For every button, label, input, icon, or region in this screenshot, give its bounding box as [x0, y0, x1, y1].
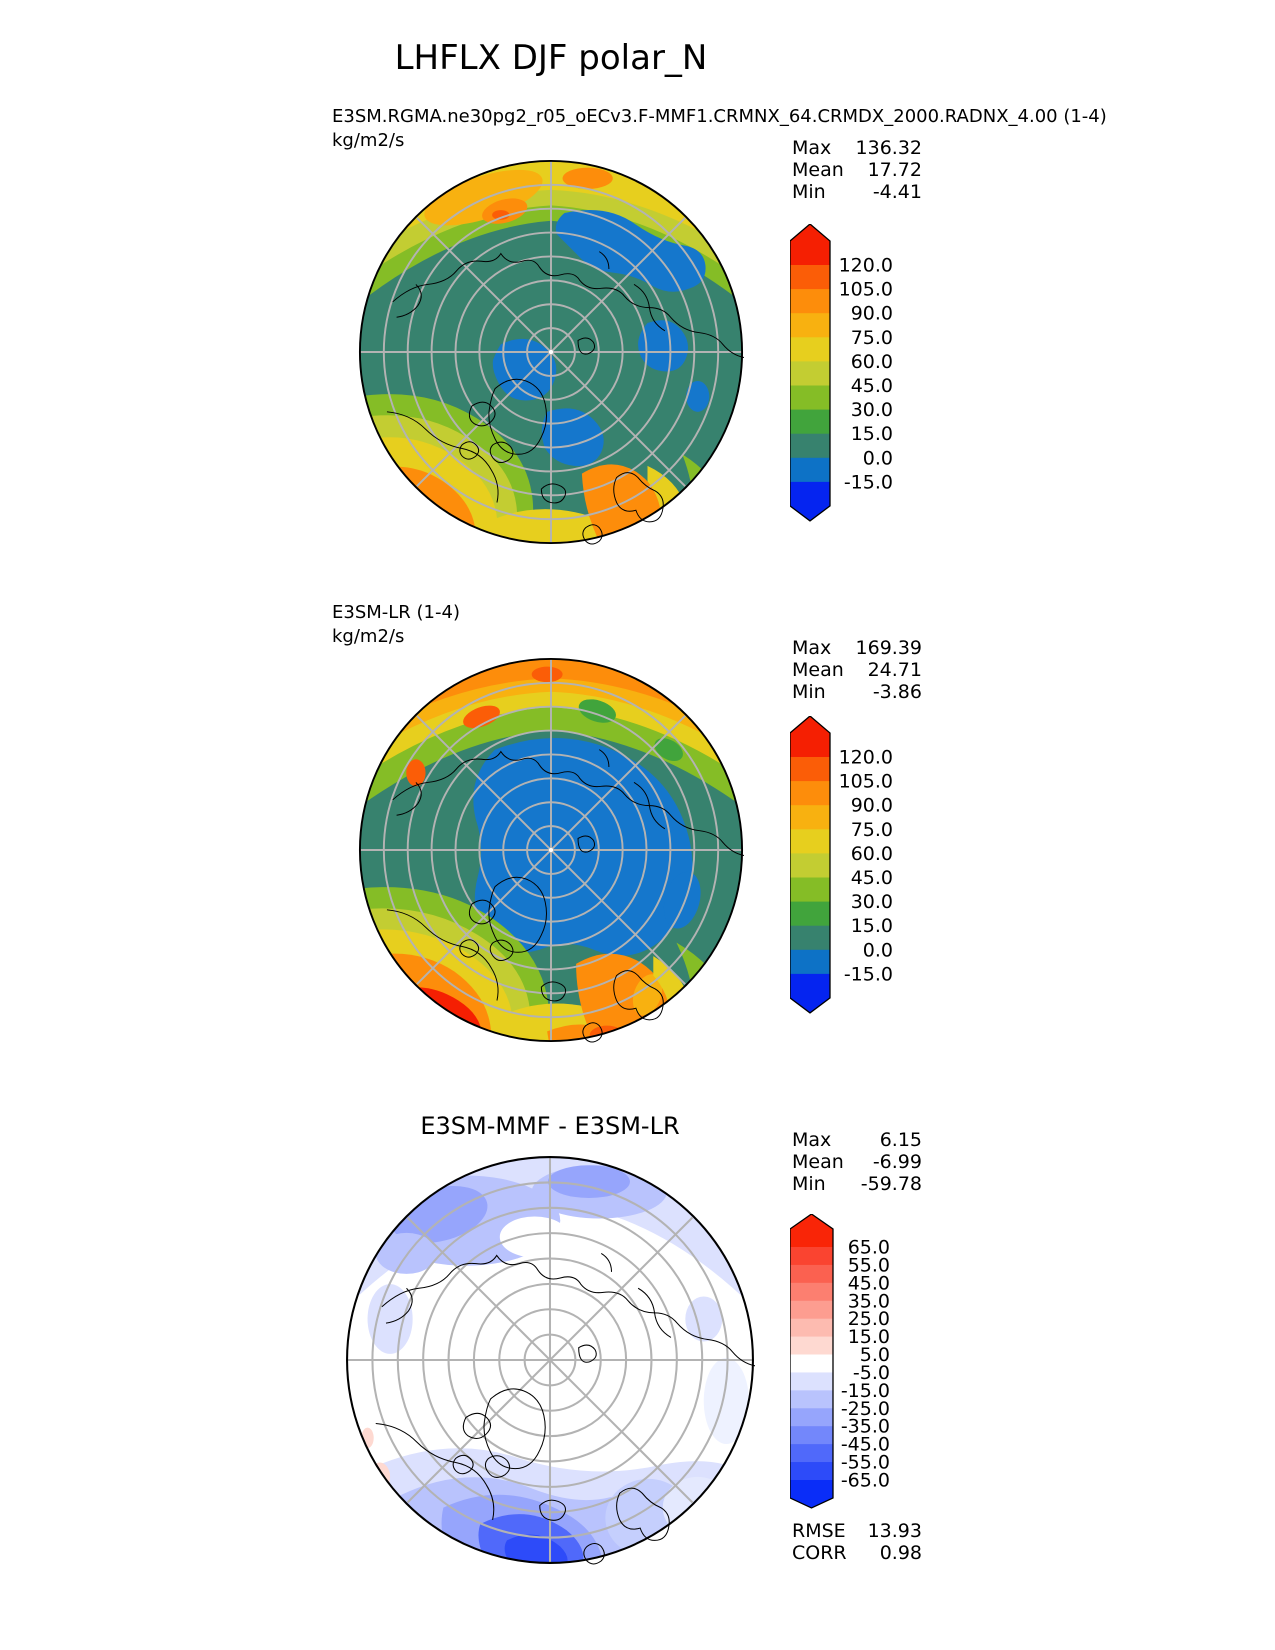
colorbar-tick-label: 15.0	[850, 915, 893, 938]
stat-row	[792, 637, 922, 659]
colorbar-tick-label: 65.0	[847, 1236, 890, 1259]
colorbar-tick-label: 75.0	[850, 818, 893, 841]
colorbar-tick-label: 120.0	[838, 254, 893, 277]
panel1-stats	[792, 137, 922, 203]
colorbar-tick-label: -5.0	[852, 1361, 890, 1384]
map-e3sm-mmf	[358, 159, 744, 545]
stat-row	[792, 1151, 922, 1173]
stat-label: Min	[792, 181, 826, 203]
colorbar-tick-label: 60.0	[850, 842, 893, 865]
panel3-title: E3SM-MMF - E3SM-LR	[420, 1112, 680, 1140]
stat-value: 6.15	[879, 1129, 922, 1151]
colorbar-tick-label: -25.0	[840, 1397, 890, 1420]
colorbar-tick-label: -15.0	[843, 471, 893, 494]
colorbar-tick-label: -55.0	[840, 1451, 890, 1474]
stat-row	[792, 137, 922, 159]
colorbar-tick-label: -15.0	[843, 963, 893, 986]
stat-row	[792, 681, 922, 703]
stat-value: 169.39	[855, 637, 922, 659]
map-e3sm-lr	[358, 657, 744, 1043]
colorbar-tick-label: 35.0	[847, 1290, 890, 1313]
stat-label: Mean	[792, 1151, 844, 1173]
stat-label: Mean	[792, 159, 844, 181]
panel2-colorbar	[790, 716, 905, 1016]
stat-row	[792, 1520, 922, 1542]
stat-value: 0.98	[879, 1542, 922, 1564]
stat-label: Min	[792, 681, 826, 703]
stat-row	[792, 1129, 922, 1151]
colorbar-tick-label: 25.0	[847, 1308, 890, 1331]
colorbar-tick-label: 60.0	[850, 350, 893, 373]
stat-value: -59.78	[860, 1173, 922, 1195]
stat-label: RMSE	[792, 1520, 846, 1542]
stat-label: Mean	[792, 659, 844, 681]
colorbar-tick-label: 15.0	[847, 1326, 890, 1349]
map-difference	[345, 1155, 755, 1565]
figure-title: LHFLX DJF polar_N	[394, 38, 708, 78]
stat-row	[792, 159, 922, 181]
stat-value: 17.72	[867, 159, 922, 181]
panel1-subtitle: E3SM.RGMA.ne30pg2_r05_oECv3.F-MMF1.CRMNX_64.CRMDX_2000.RADNX_4.00 (1-4)	[332, 106, 1107, 127]
graticule	[347, 1157, 753, 1563]
stat-label: Max	[792, 137, 832, 159]
stat-value: -4.41	[872, 181, 922, 203]
stat-row	[792, 1542, 922, 1564]
colorbar-tick-label: -65.0	[840, 1469, 890, 1492]
panel1-units: kg/m2/s	[332, 130, 405, 151]
colorbar-tick-label: -15.0	[840, 1379, 890, 1402]
panel2-units: kg/m2/s	[332, 626, 405, 647]
pole-marker	[549, 350, 553, 354]
panel3-colorbar	[790, 1214, 905, 1514]
colorbar-tick-label: 55.0	[847, 1254, 890, 1277]
colorbar-tick-label: 30.0	[850, 891, 893, 914]
colorbar-tick-label: 75.0	[850, 326, 893, 349]
stat-value: 136.32	[855, 137, 922, 159]
colorbar-tick-label: 45.0	[847, 1272, 890, 1295]
colorbar-tick-label: 45.0	[850, 375, 893, 397]
colorbar-tick-label: 90.0	[850, 794, 893, 817]
colorbar-tick-label: 105.0	[838, 278, 893, 301]
pole-marker	[549, 848, 553, 852]
colorbar-tick-label: 90.0	[850, 302, 893, 325]
colorbar-tick-label: -35.0	[840, 1415, 890, 1438]
colorbar-tick-label: 15.0	[850, 423, 893, 446]
colorbar-tick-label: 30.0	[850, 399, 893, 422]
colorbar-tick-label: 5.0	[859, 1344, 890, 1367]
stat-row	[792, 659, 922, 681]
colorbar-tick-label: 105.0	[838, 770, 893, 793]
stat-label: Max	[792, 637, 832, 659]
stat-label: CORR	[792, 1542, 847, 1564]
panel2-stats	[792, 637, 922, 703]
colorbar-tick-label: 0.0	[862, 939, 893, 962]
stat-row	[792, 181, 922, 203]
colorbar-tick-label: 45.0	[850, 867, 893, 889]
stat-value: -6.99	[872, 1151, 922, 1173]
panel3-stats	[792, 1129, 922, 1195]
stat-label: Min	[792, 1173, 826, 1195]
colorbar-tick-label: -45.0	[840, 1433, 890, 1456]
colorbar-tick-label: 0.0	[862, 447, 893, 470]
panel2-subtitle: E3SM-LR (1-4)	[332, 602, 460, 623]
stat-value: -3.86	[872, 681, 922, 703]
stat-row	[792, 1173, 922, 1195]
stat-value: 13.93	[867, 1520, 922, 1542]
panel3-skill-stats	[792, 1520, 922, 1564]
panel1-colorbar	[790, 224, 905, 524]
colorbar-tick-label: 120.0	[838, 746, 893, 769]
stat-label: Max	[792, 1129, 832, 1151]
stat-value: 24.71	[867, 659, 922, 681]
